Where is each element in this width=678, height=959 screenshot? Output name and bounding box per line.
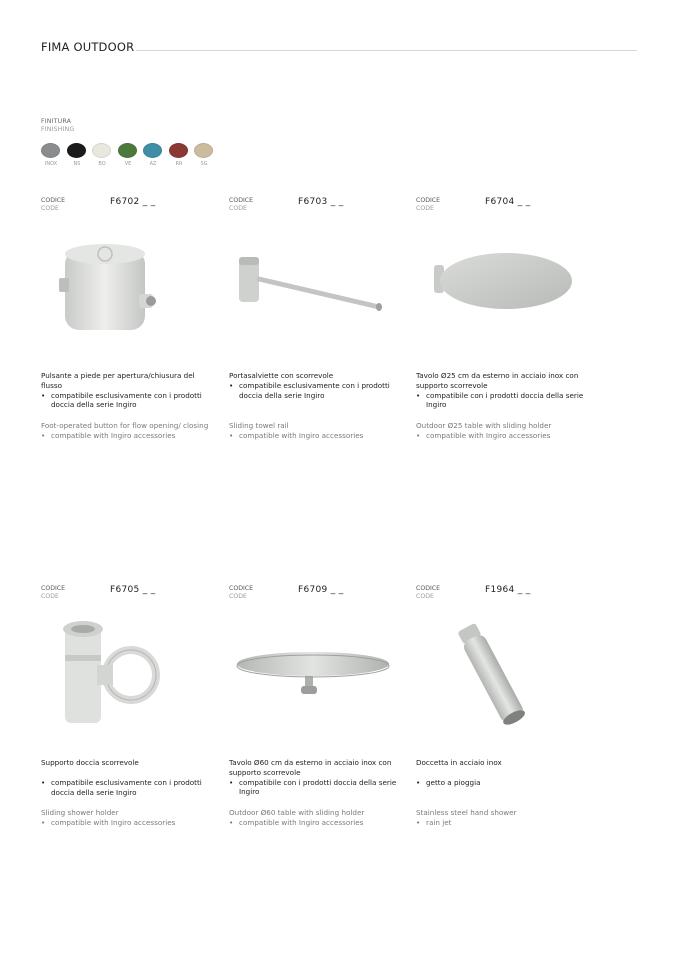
product-title-en: Outdoor Ø25 table with sliding holder — [416, 421, 552, 430]
swatch-code-inox: INOX — [44, 161, 58, 167]
product-title-it: Portasalviette con scorrevole — [229, 371, 334, 380]
table-25-image — [426, 247, 586, 327]
finishing-section — [41, 118, 208, 167]
product-description-it — [229, 758, 399, 797]
product-code: F1964 _ _ — [485, 585, 531, 595]
finish-swatches — [41, 143, 231, 173]
product-bullet-en: • compatible with Ingiro accessories — [229, 818, 399, 828]
swatch-code-rr: RR — [175, 161, 183, 167]
product-description-it — [416, 758, 586, 788]
product-code: F6703 _ _ — [298, 197, 344, 207]
swatch-ve — [118, 143, 137, 158]
product-title-it: Pulsante a piede per apertura/chiusura del flusso — [41, 371, 195, 390]
product-bullet-en: • compatible with Ingiro accessories — [41, 818, 213, 828]
swatch-code-bo: BO — [98, 161, 106, 167]
finishing-label-en: FINISHING — [41, 126, 75, 133]
product-bullet-it: • compatibile esclusivamente con i prodotti doccia della serie Ingiro — [41, 778, 213, 798]
product-bullet-en: • compatible with Ingiro accessories — [229, 431, 404, 441]
product-bullet-en: • compatible with Ingiro accessories — [41, 431, 211, 441]
code-label-en: CODE — [41, 593, 59, 600]
swatch-az — [143, 143, 162, 158]
towel-rail-image — [229, 237, 399, 337]
product-bullet-it: • compatibile esclusivamente con i prodotti doccia della serie Ingiro — [41, 391, 211, 411]
product-code: F6705 _ _ — [110, 585, 156, 595]
shower-holder-image — [51, 615, 191, 735]
product-bullet-it: • getto a pioggia — [416, 778, 586, 788]
product-description-it — [41, 371, 211, 410]
product-bullet-it: • compatibile con i prodotti doccia della serie Ingiro — [229, 778, 399, 798]
swatch-inox — [41, 143, 60, 158]
product-description-it — [229, 371, 404, 400]
code-label-en: CODE — [416, 205, 434, 212]
product-title-en: Sliding towel rail — [229, 421, 289, 430]
product-title-en: Outdoor Ø60 table with sliding holder — [229, 808, 365, 817]
product-title-en: Foot-operated button for flow opening/ closing — [41, 421, 209, 430]
product-title-en: Sliding shower holder — [41, 808, 119, 817]
swatch-bo — [92, 143, 111, 158]
product-title-it: Tavolo Ø25 cm da esterno in acciaio inox con supporto scorrevole — [416, 371, 579, 390]
swatch-code-ve: VE — [124, 161, 132, 167]
product-description-en — [416, 421, 586, 441]
product-description-it — [41, 758, 213, 797]
product-description-en — [41, 808, 213, 828]
foot-button-image — [55, 232, 195, 352]
product-code: F6709 _ _ — [298, 585, 344, 595]
page-title: FIMA OUTDOOR — [41, 40, 135, 54]
swatch-code-ns: NS — [73, 161, 81, 167]
product-description-en — [229, 808, 399, 828]
product-bullet-it: • compatibile con i prodotti doccia della serie Ingiro — [416, 391, 586, 411]
code-label-it: CODICE — [41, 585, 66, 592]
swatch-code-az: AZ — [149, 161, 157, 167]
product-code: F6702 _ _ — [110, 197, 156, 207]
code-label-en: CODE — [41, 205, 59, 212]
product-bullet-en: • compatible with Ingiro accessories — [416, 431, 586, 441]
finishing-label-it: FINITURA — [41, 118, 72, 125]
product-title-it: Supporto doccia scorrevole — [41, 758, 139, 767]
table-60-image — [233, 630, 398, 710]
product-bullet-en: • rain jet — [416, 818, 586, 828]
code-label-it: CODICE — [416, 585, 441, 592]
code-label-en: CODE — [229, 593, 247, 600]
product-code: F6704 _ _ — [485, 197, 531, 207]
swatch-code-sg: SG — [200, 161, 208, 167]
product-description-en — [416, 808, 586, 828]
code-label-en: CODE — [416, 593, 434, 600]
product-description-it — [416, 371, 586, 410]
product-title-it: Tavolo Ø60 cm da esterno in acciaio inox con supporto scorrevole — [229, 758, 392, 777]
code-label-it: CODICE — [41, 197, 66, 204]
code-label-it: CODICE — [229, 585, 254, 592]
product-description-en — [41, 421, 211, 441]
header-rule — [136, 50, 637, 51]
swatch-ns — [67, 143, 86, 158]
code-label-en: CODE — [229, 205, 247, 212]
swatch-rr — [169, 143, 188, 158]
product-title-it: Doccetta in acciaio inox — [416, 758, 502, 767]
product-description-en — [229, 421, 404, 441]
page-header — [41, 40, 637, 56]
product-title-en: Stainless steel hand shower — [416, 808, 517, 817]
code-label-it: CODICE — [416, 197, 441, 204]
hand-shower-image — [436, 615, 556, 735]
swatch-sg — [194, 143, 213, 158]
product-bullet-it: • compatibile esclusivamente con i prodotti doccia della serie Ingiro — [229, 381, 404, 401]
code-label-it: CODICE — [229, 197, 254, 204]
